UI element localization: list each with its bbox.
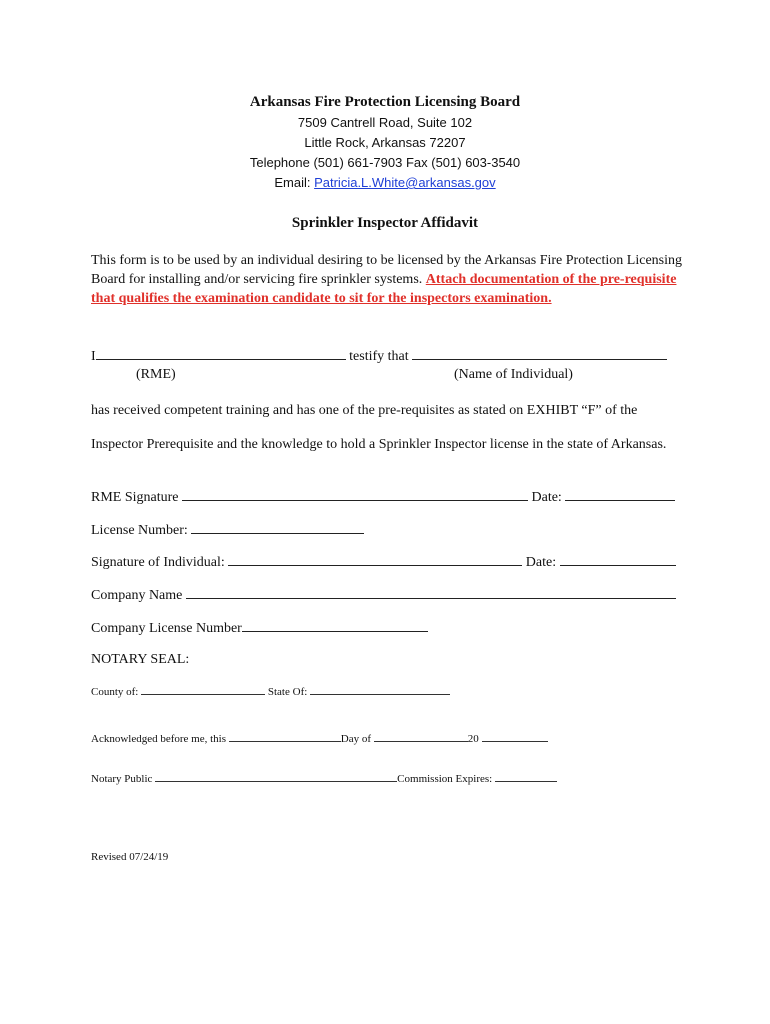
statement-line-1: has received competent training and has one of the pre-requisites as stated on EXHIBT “F” of the xyxy=(91,403,638,418)
individual-date-label: Date: xyxy=(525,555,557,570)
day-of-label: Day of xyxy=(340,733,372,745)
individual-signature-row xyxy=(91,553,676,571)
notary-public-row xyxy=(91,771,557,785)
notary-public-field[interactable] xyxy=(155,771,397,782)
address-line-2: Little Rock, Arkansas 72207 xyxy=(304,135,466,150)
rme-caption: (RME) xyxy=(136,367,176,382)
rme-signature-label: RME Signature xyxy=(91,490,179,505)
acknowledged-day-field[interactable] xyxy=(229,731,341,742)
year-prefix: 20 xyxy=(467,733,479,745)
company-name-row xyxy=(91,586,676,604)
license-number-label: License Number: xyxy=(91,523,188,538)
rme-signature-field[interactable] xyxy=(182,488,528,501)
rme-date-label: Date: xyxy=(531,490,562,505)
individual-date-field[interactable] xyxy=(560,553,676,566)
company-license-field[interactable] xyxy=(242,619,428,632)
address-line-1: 7509 Cantrell Road, Suite 102 xyxy=(297,115,473,130)
company-name-label: Company Name xyxy=(91,588,183,603)
month-field[interactable] xyxy=(374,731,468,742)
intro-line-1: This form is to be used by an individual desiring to be licensed by the Arkansas Fire Protection Licensing xyxy=(91,253,683,268)
email-link[interactable]: Patricia.L.White@arkansas.gov xyxy=(314,175,496,190)
email-row xyxy=(0,175,770,190)
county-label: County of: xyxy=(91,686,139,698)
acknowledged-label: Acknowledged before me, this xyxy=(91,733,227,745)
intro-line-2-text: Board for installing and/or servicing fire sprinkler systems. xyxy=(91,272,423,287)
state-field[interactable] xyxy=(310,684,450,695)
rme-signature-row xyxy=(91,488,675,506)
company-license-label: Company License Number xyxy=(91,621,242,636)
org-name: Arkansas Fire Protection Licensing Board xyxy=(249,94,521,110)
commission-label: Commission Expires: xyxy=(397,773,493,785)
i-label: I xyxy=(91,349,96,364)
rme-date-field[interactable] xyxy=(565,488,675,501)
license-number-field[interactable] xyxy=(191,521,364,534)
county-field[interactable] xyxy=(141,684,265,695)
intro-line-3-warning: that qualifies the examination candidate to sit for the inspectors examination. xyxy=(91,291,552,306)
year-field[interactable] xyxy=(482,731,548,742)
testify-label: testify that xyxy=(349,349,409,364)
county-state-row xyxy=(91,684,450,698)
individual-name-field[interactable] xyxy=(412,347,667,360)
testify-row xyxy=(91,347,667,365)
revised-date: Revised 07/24/19 xyxy=(91,851,169,863)
notary-seal-label: NOTARY SEAL: xyxy=(91,652,190,667)
company-name-field[interactable] xyxy=(186,586,676,599)
individual-signature-label: Signature of Individual: xyxy=(91,555,225,570)
intro-line-2-warning: Attach documentation of the pre-requisite xyxy=(425,272,677,287)
form-title: Sprinkler Inspector Affidavit xyxy=(291,215,479,231)
individual-caption: (Name of Individual) xyxy=(454,367,573,382)
state-label: State Of: xyxy=(267,686,308,698)
acknowledged-row xyxy=(91,731,548,745)
individual-signature-field[interactable] xyxy=(228,553,522,566)
email-label: Email: xyxy=(274,175,311,190)
notary-public-label: Notary Public xyxy=(91,773,153,785)
license-number-row xyxy=(91,521,364,539)
intro-line-2 xyxy=(91,272,676,288)
commission-field[interactable] xyxy=(495,771,557,782)
statement-line-2: Inspector Prerequisite and the knowledge to hold a Sprinkler Inspector license in the state of Arkansas. xyxy=(91,437,667,452)
rme-name-field[interactable] xyxy=(96,347,346,360)
company-license-row xyxy=(91,619,428,637)
phone-fax: Telephone (501) 661-7903 Fax (501) 603-3540 xyxy=(249,155,521,170)
